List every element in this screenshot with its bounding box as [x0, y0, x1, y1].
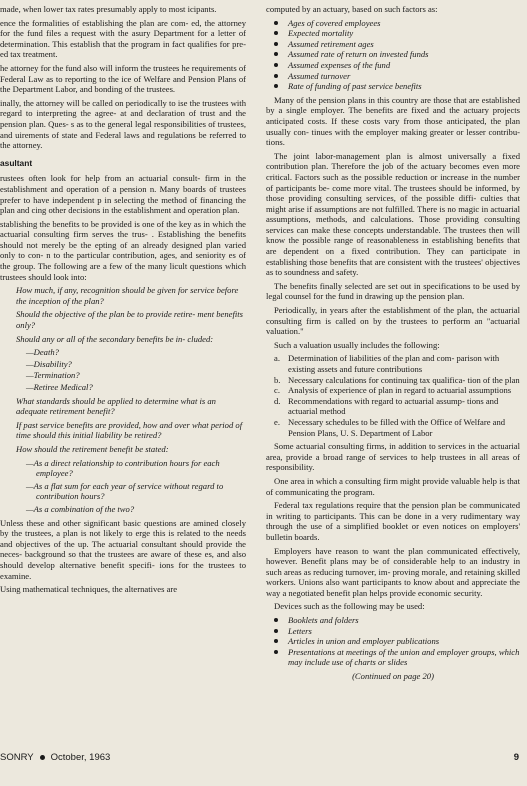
- list-item: Rate of funding of past service benefits: [266, 81, 520, 92]
- list-item: Booklets and folders: [266, 615, 520, 626]
- list-item: e. Necessary schedules to be filled with the Office of Welfare and Pension Plans, U. S. Department of Labor: [274, 416, 506, 438]
- valuation-list: [266, 353, 520, 438]
- paragraph: Such a valuation usually includes the following:: [274, 339, 440, 350]
- bullet-icon: [274, 63, 278, 67]
- footer-publication-line: [0, 752, 110, 763]
- bullet-icon: [274, 618, 278, 622]
- bullet-icon: [274, 31, 278, 35]
- list-item: c. Analysis of experience of plan in regard to actuarial assumptions: [274, 385, 512, 396]
- question-sub-item: —Disability?: [26, 358, 72, 369]
- paragraph: Using mathematical techniques, the alternatives are: [0, 584, 178, 595]
- paragraph: Some actuarial consulting firms, in addition to services in the actuarial area, provide a broad range of services to help trustees in all areas of responsibility.: [266, 441, 520, 473]
- paragraph: inally, the attorney will be called on periodically to ise the trustees with regard to interpreting the agree- at and declaration of trust and the pension plan. Ques- s as to the general legal responsibilities of trustees, and uirements of state and Federal laws and regulations be referred to the attorney.: [0, 97, 246, 151]
- left-column: [0, 4, 246, 598]
- paragraph: Periodically, in years after the establishment of the plan, the actuarial consulting firm is called on by the trustees to perform an "actuarial valuation.": [266, 305, 520, 337]
- bullet-icon: [274, 629, 278, 633]
- list-item: Assumed turnover: [266, 71, 520, 82]
- question-sub-item: —As a direct relationship to contribution hours for each employee?: [26, 457, 220, 479]
- right-column: [266, 4, 520, 685]
- list-item: Articles in union and employer publications: [266, 636, 520, 647]
- question: What standards should be applied to determine what is an adequate retirement benefit?: [16, 395, 216, 417]
- paragraph: Many of the pension plans in this country are those that are established by a single employer. The benefits are fixed and the actuary projects anticipated costs. If these costs vary from those anticipated, the plan usually con- tinues with the employer making greater or lesser contribu- tions.: [266, 94, 520, 148]
- question-sub-item: —Death?: [26, 347, 59, 358]
- device-list: [266, 615, 520, 668]
- question-sub-item: —Retiree Medical?: [26, 382, 93, 392]
- list-item: Assumed retirement ages: [266, 39, 520, 50]
- paragraph: The benefits finally selected are set out in specifications to be used by legal counsel for the fund in drawing up the pension plan.: [266, 280, 520, 302]
- list-item: Assumed rate of return on invested funds: [266, 49, 520, 60]
- paragraph: ence the formalities of establishing the plan are com- ed, the attorney for the fund files a request with the asury Department for a letter of determination. This establish that the program in fact qualifies for pre- ed tax treatment.: [0, 17, 246, 60]
- bullet-icon: [274, 42, 278, 46]
- paragraph: Devices such as the following may be used:: [274, 601, 425, 612]
- paragraph: Employers have reason to want the plan communicated effectively, however. Benefit plans may be of considerable help to an industry in such areas as reducing turnover, im- proving morale, and retaining skilled workers. Unions also want participants to know about and appreciate the way a negotiated benefit plan helps provide economic security.: [266, 545, 520, 598]
- continued-note: (Continued on page 20): [352, 671, 434, 682]
- paragraph: The joint labor-management plan is almost universally a fixed contribution plan. Therefore the job of the actuary becomes even more critical. Factors such as the possible reduction or increase in the number of participants be- come more vital. The trustees should be informed, by those providing consulting services, of the possible diffi- culties that might arise if assumptions are not fulfilled. There is no magic in actuarial assumptions, methods, and calculations. Those providing consulting services can make these concepts understandable. The trustees then will know the possible range of reasonableness in establishing benefits that are dependent on a fixed contribution. They can participate in establishing those benefits that are consistent with the trustees' objectives as to soundness and safety.: [266, 150, 520, 278]
- section-heading: asultant: [0, 157, 33, 168]
- list-item: Assumed expenses of the fund: [266, 60, 520, 71]
- page-number: 9: [513, 752, 519, 763]
- question: Should any or all of the secondary benefits be in- cluded:: [16, 333, 214, 344]
- bullet-icon: [274, 21, 278, 25]
- list-item: a. Determination of liabilities of the plan and com- parison with existing assets and future contributions: [274, 353, 500, 374]
- bullet-icon: [274, 74, 278, 78]
- paragraph: he attorney for the fund also will inform the trustees he requirements of Federal Law as to reporting to the ice of Welfare and Pension Plans of the Department Labor, and bonding of the trustees.: [0, 62, 246, 95]
- paragraph: One area in which a consulting firm might provide valuable help is that of communicating the program.: [266, 475, 520, 497]
- publication-name: SONRY: [0, 752, 34, 763]
- factor-list: [266, 18, 520, 92]
- list-item: d. Recommendations with regard to actuarial assump- tions and actuarial method: [274, 395, 499, 417]
- bullet-icon: [274, 52, 278, 56]
- question-sub-item: —As a flat sum for each year of service without regard to contribution hours?: [26, 480, 224, 502]
- list-item: Letters: [266, 626, 520, 637]
- bullet-icon: [274, 650, 278, 654]
- bullet-icon: [274, 84, 278, 88]
- paragraph: Federal tax regulations require that the pension plan be communicated in writing to participants. This can be done in a very rudimentary way through the use of a simplified booklet or even notices on employers' bulletin boards.: [266, 500, 520, 542]
- paragraph: made, when lower tax rates presumably apply to most icipants.: [0, 4, 217, 14]
- question: Should the objective of the plan be to provide retire- ment benefits only?: [16, 309, 243, 331]
- question: How much, if any, recognition should be given for service before the inception of the plan?: [16, 285, 239, 306]
- paragraph: stablishing the benefits to be provided is one of the key as in which the actuarial consulting firm serves the trus- . Establishing the benefits should not merely be the epting of an already designed plan varied only to con- n to the particular contribution, ages, and seniority es of the group. The following are a few of the many licult questions which trustees should look into:: [0, 218, 246, 282]
- issue-date: October, 1963: [50, 752, 111, 763]
- list-item: b. Necessary calculations for continuing tax qualifica- tion of the plan: [274, 374, 520, 385]
- question-sub-item: —As a combination of the two?: [26, 503, 135, 514]
- question: If past service benefits are provided, how and over what period of time should this initial liability be retired?: [16, 419, 243, 441]
- paragraph: Unless these and other significant basic questions are amined closely by the trustees, a plan is not likely to erge this is related to the needs and objectives of the up. The actuarial consultant should provide the neces- background so that the trustees are aware of these es, and also should develop alternative benefit specifi- ions for the trustees to examine.: [0, 517, 246, 581]
- bullet-icon: [40, 755, 45, 760]
- bullet-icon: [274, 639, 278, 643]
- paragraph: rustees often look for help from an actuarial consult- firm in the establishment and operation of a pension n. Many boards of trustees prefer to have independent p in selecting the method of financing the plan and cing other decisions in the establishment and operation plan.: [0, 173, 246, 216]
- list-item: Expected mortality: [266, 28, 520, 39]
- list-item: Ages of covered employees: [266, 18, 520, 29]
- question-sub-item: —Termination?: [26, 370, 80, 381]
- list-item: Presentations at meetings of the union and employer groups, which may include use of charts or slides: [266, 647, 520, 668]
- paragraph: computed by an actuary, based on such factors as:: [266, 4, 438, 14]
- question: How should the retirement benefit be stated:: [16, 443, 169, 454]
